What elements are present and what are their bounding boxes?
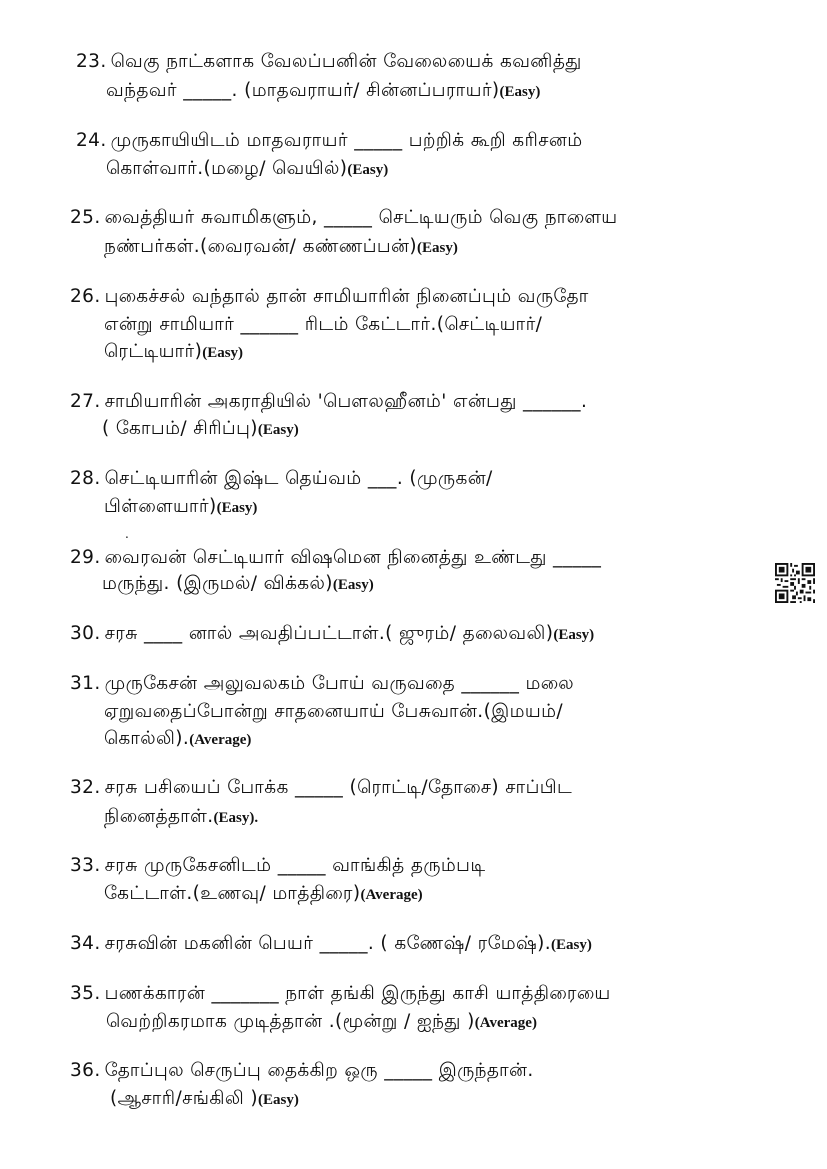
question-text-line-1: புகைச்சல் வந்தால் தான் சாமியாரின் நினைப்பும் வருதோ (104, 286, 589, 307)
difficulty-label: (Easy) (499, 84, 541, 100)
difficulty-label: (Average) (189, 732, 252, 748)
question-text-line-2: வெற்றிகரமாக முடித்தான் .(மூன்று / ஐந்து ) (106, 1011, 475, 1032)
question-number: 25. (70, 207, 101, 228)
question-text-line-1: சரசு பசியைப் போக்க _____ (ரொட்டி/தோசை) சாப்பிட (104, 777, 573, 798)
question-text-line-2: வந்தவர் _____. (மாதவராயர்/ சின்னப்பராயர்) (106, 80, 500, 101)
question-number: 36. (70, 1060, 101, 1081)
question-text-line-1: வெகு நாட்களாக வேலப்பனின் வேலையைக் கவனித்து (110, 51, 582, 72)
question-number: 33. (70, 855, 101, 876)
question-text-line-1: வைத்தியர் சுவாமிகளும், _____ செட்டியரும் வெகு நாளைய (104, 207, 618, 228)
difficulty-label: (Average) (474, 1015, 537, 1031)
difficulty-label: (Easy) (417, 240, 458, 256)
question-number: 34. (70, 933, 101, 954)
stray-mark: . (125, 527, 129, 541)
question-number: 27. (70, 391, 101, 412)
difficulty-label: (Easy) (551, 937, 592, 953)
question-number: 30. (70, 623, 101, 644)
question-text-line-1: பணக்காரன் _______ நாள் தங்கி இருந்து காசி யாத்திரையை (104, 983, 611, 1004)
question-text-line-2: மருந்து. (இருமல்/ விக்கல்) (102, 573, 333, 594)
question-text-line-2: ( கோபம்/ சிரிப்பு) (102, 418, 258, 439)
question-text-line-1: முருகாயியிடம் மாதவராயர் _____ பற்றிக் கூறி கரிசனம் (110, 130, 583, 151)
difficulty-label: (Easy) (332, 577, 374, 593)
question-text-line-1: சரசுவின் மகனின் பெயர் _____. ( கணேஷ்/ ரமேஷ்). (104, 933, 552, 954)
difficulty-label: (Easy). (213, 810, 259, 826)
question-text-line-2: கொள்வார்.(மழை/ வெயில்) (106, 158, 348, 179)
question-number: 35. (70, 983, 101, 1004)
question-text-line-2: நண்பர்கள்.(வைரவன்/ கண்ணப்பன்) (104, 236, 417, 257)
question-text-line-1: சாமியாரின் அகராதியில் 'பௌலஹீனம்' என்பது ______. (104, 391, 588, 412)
difficulty-label: (Easy) (257, 422, 299, 438)
question-text-line-2: பிள்ளையார்) (104, 496, 217, 517)
question-number: 31. (70, 673, 101, 694)
difficulty-label: (Easy) (258, 1092, 299, 1108)
difficulty-label: (Easy) (202, 345, 244, 361)
difficulty-label: (Easy) (347, 162, 389, 178)
question-text-line-2: ஏறுவதைப்போன்று சாதனையாய் பேசுவான்.(இமயம்/ (104, 701, 564, 722)
question-text-line-2: என்று சாமியார் ______ ரிடம் கேட்டார்.(செட்டியார்/ (104, 314, 543, 335)
question-text-line-3: கொல்லி). (104, 728, 190, 749)
question-number: 28. (70, 468, 101, 489)
question-number: 29. (70, 547, 101, 568)
question-text-line-1: வைரவன் செட்டியார் விஷமென நினைத்து உண்டது _____ (104, 547, 602, 568)
question-text-line-3: ரெட்டியார்) (104, 341, 203, 362)
question-number: 24. (76, 130, 107, 151)
question-number: 26. (70, 286, 101, 307)
question-number: 23. (76, 51, 107, 72)
question-text-line-1: சரசு ____ னால் அவதிப்பட்டாள்.( ஜுரம்/ தலைவலி) (104, 623, 554, 644)
difficulty-label: (Easy) (553, 627, 595, 643)
difficulty-label: (Average) (360, 887, 423, 903)
qr-code-icon (775, 563, 815, 603)
question-text-line-2: கேட்டாள்.(உணவு/ மாத்திரை) (104, 883, 361, 904)
difficulty-label: (Easy) (216, 500, 258, 516)
question-text-line-1: சரசு முருகேசனிடம் _____ வாங்கித் தரும்படி (104, 855, 486, 876)
question-text-line-1: முருகேசன் அலுவலகம் போய் வருவதை ______ மலை (104, 673, 575, 694)
question-text-line-2: நினைத்தாள். (104, 806, 214, 827)
question-text-line-1: செட்டியாரின் இஷ்ட தெய்வம் ___. (முருகன்/ (104, 468, 493, 489)
question-text-line-2: (ஆசாரி/சங்கிலி ) (110, 1088, 259, 1109)
question-number: 32. (70, 777, 101, 798)
question-text-line-1: தோப்புல செருப்பு தைக்கிற ஒரு _____ இருந்தான். (104, 1060, 534, 1081)
